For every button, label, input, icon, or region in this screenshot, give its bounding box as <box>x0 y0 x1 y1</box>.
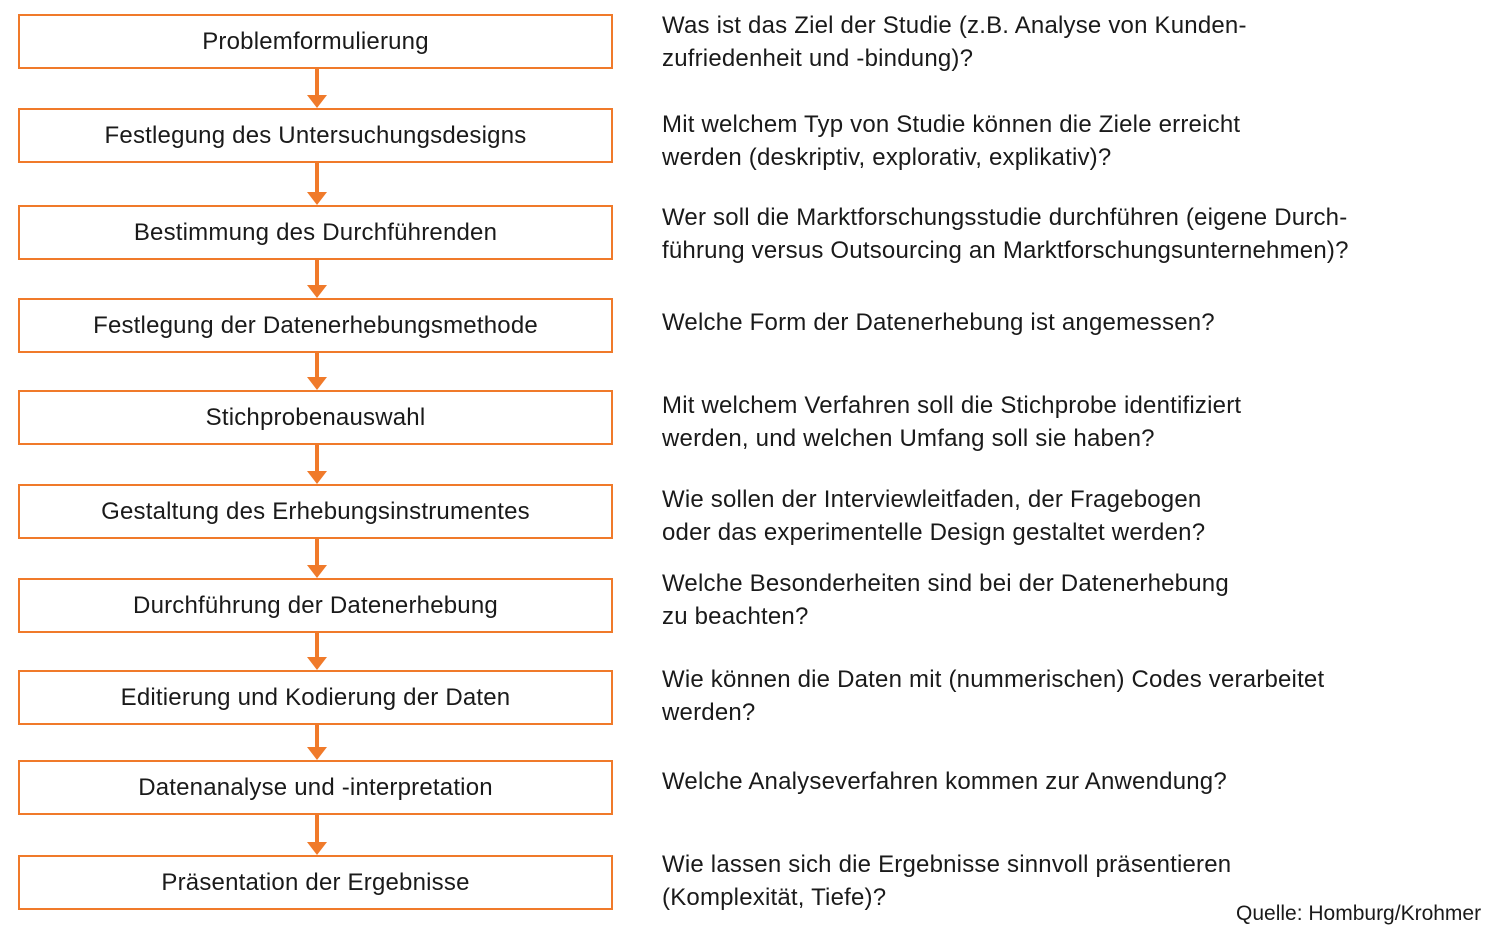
question-line: Mit welchem Verfahren soll die Stichprobe identifiziert <box>662 392 1242 419</box>
down-arrow-icon <box>307 445 327 484</box>
down-arrow-icon <box>307 260 327 298</box>
step-label: Durchführung der Datenerhebung <box>133 591 498 619</box>
question-line: oder das experimentelle Design gestaltet werden? <box>662 519 1206 546</box>
step-box-erhebungsinstrument <box>18 484 613 539</box>
step-box-editierung-kodierung <box>18 670 613 725</box>
question-line: werden? <box>662 699 756 726</box>
step-question <box>662 663 1502 729</box>
question-line: Wie können die Daten mit (nummerischen) Codes verarbeitet <box>662 666 1325 693</box>
question-line: Mit welchem Typ von Studie können die Ziele erreicht <box>662 111 1241 138</box>
step-question <box>662 389 1502 455</box>
step-question <box>662 567 1502 633</box>
question-line: zu beachten? <box>662 603 809 630</box>
step-label: Editierung und Kodierung der Daten <box>120 683 511 711</box>
step-question <box>662 108 1502 174</box>
step-label: Stichprobenauswahl <box>205 403 426 431</box>
step-box-datenanalyse <box>18 760 613 815</box>
step-label: Bestimmung des Durchführenden <box>133 218 498 246</box>
question-line: Wie sollen der Interviewleitfaden, der Fragebogen <box>662 486 1202 513</box>
question-line: Welche Analyseverfahren kommen zur Anwendung? <box>662 768 1227 795</box>
step-label: Festlegung der Datenerhebungsmethode <box>93 311 538 339</box>
step-question <box>662 483 1502 549</box>
down-arrow-icon <box>307 539 327 578</box>
question-line: Welche Besonderheiten sind bei der Datenerhebung <box>662 570 1229 597</box>
step-box-stichprobenauswahl <box>18 390 613 445</box>
source-citation: Quelle: Homburg/Krohmer <box>1236 902 1482 925</box>
question-line: Wie lassen sich die Ergebnisse sinnvoll präsentieren <box>662 851 1232 878</box>
step-label: Festlegung des Untersuchungsdesigns <box>104 121 527 149</box>
down-arrow-icon <box>307 815 327 855</box>
step-box-untersuchungsdesign <box>18 108 613 163</box>
question-line: werden (deskriptiv, explorativ, explikativ)? <box>662 144 1112 171</box>
question-line: (Komplexität, Tiefe)? <box>662 884 887 911</box>
question-line: zufriedenheit und -bindung)? <box>662 45 974 72</box>
step-question <box>662 765 1502 798</box>
step-box-praesentation <box>18 855 613 910</box>
down-arrow-icon <box>307 633 327 670</box>
down-arrow-icon <box>307 69 327 108</box>
down-arrow-icon <box>307 163 327 205</box>
step-question <box>662 9 1502 75</box>
question-line: werden, und welchen Umfang soll sie haben? <box>662 425 1155 452</box>
step-label: Problemformulierung <box>202 27 429 55</box>
step-label: Datenanalyse und -interpretation <box>138 773 493 801</box>
question-line: Wer soll die Marktforschungsstudie durchführen (eigene Durch- <box>662 204 1348 231</box>
question-line: Welche Form der Datenerhebung ist angemessen? <box>662 309 1215 336</box>
step-question <box>662 201 1502 267</box>
step-question <box>662 306 1502 339</box>
question-line: Was ist das Ziel der Studie (z.B. Analyse von Kunden- <box>662 12 1247 39</box>
step-label: Gestaltung des Erhebungsinstrumentes <box>101 497 530 525</box>
step-box-datenerhebung <box>18 578 613 633</box>
down-arrow-icon <box>307 353 327 390</box>
step-box-durchfuehrender <box>18 205 613 260</box>
step-label: Präsentation der Ergebnisse <box>161 868 470 896</box>
step-box-problemformulierung <box>18 14 613 69</box>
question-line: führung versus Outsourcing an Marktforschungsunternehmen)? <box>662 237 1349 264</box>
step-box-datenerhebungsmethode <box>18 298 613 353</box>
down-arrow-icon <box>307 725 327 760</box>
